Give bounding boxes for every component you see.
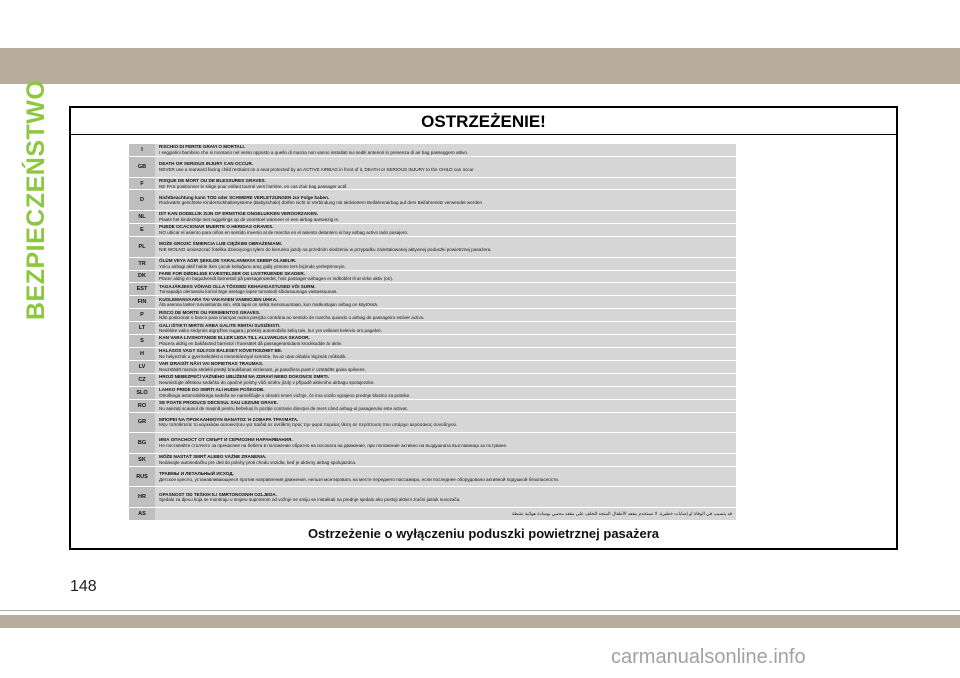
warning-headline: GALI IŠTIKTI MIRTIS ARBA GALITE RIMTAI SUSIŽEISTI. xyxy=(159,322,281,328)
warning-row xyxy=(129,453,736,466)
warning-row xyxy=(129,257,736,270)
language-code: CZ xyxy=(129,374,155,386)
warning-row xyxy=(129,143,736,156)
warning-text xyxy=(159,454,732,466)
language-code: EST xyxy=(129,283,155,295)
warning-text xyxy=(159,224,732,236)
warning-text xyxy=(159,467,732,487)
warning-headline: FARE FOR DØDELIGE KVÆSTELSER OG LIVSTRUENDE SKADER. xyxy=(159,270,305,276)
warning-headline: LAHKO PRIDE DO SMRTI ALI HUDIH POŠKODB. xyxy=(159,387,265,393)
warning-text xyxy=(159,348,732,360)
language-code: AS xyxy=(129,508,155,520)
warning-body: Neumisťujte dětskou sedačku do opačné polohy vůči směru jízdy v případě aktivního airbagu spolujezdce. xyxy=(159,379,375,385)
language-code: RUS xyxy=(129,467,155,487)
warning-body: Ne helyezzük a gyermekülést a menetiránnyal szembe, ha az utas oldalán légzsák működik. xyxy=(159,353,347,359)
warning-headline: TAGAJÄRJEKS VÕIVAD OLLA TÕSISED KEHAVIGASTUSED VÕI SURM. xyxy=(159,283,316,289)
warning-row xyxy=(129,295,736,308)
warning-body: Nedávajte autosedačku pre deti do polohy proti chodu vozidla, keď je aktívny airbag spolujazdca. xyxy=(159,459,357,465)
warning-row xyxy=(129,210,736,223)
warning-text xyxy=(159,400,732,412)
airbag-warning-label-image xyxy=(129,143,736,520)
warning-headline: RISCHIO DI FERITE GRAVI O MORTALI. xyxy=(159,144,246,150)
warning-body: NEVER use a rearward facing child restraint on a seat protected by an ACTIVE AIRBAG in front of it, DEATH or SERIOUS INJURY to the CHILD can occur xyxy=(159,166,474,172)
language-code: PL xyxy=(129,237,155,257)
warning-headline: OPASNOST OD TEŠKIH ILI SMRTONOSNIH OZLJEDA. xyxy=(159,491,277,497)
warning-row xyxy=(129,236,736,257)
language-code: S xyxy=(129,335,155,347)
watermark: carmanualsonline.info xyxy=(611,646,806,668)
warning-text xyxy=(159,271,732,283)
language-code: SK xyxy=(129,454,155,466)
warning-row xyxy=(129,270,736,283)
warning-body: Rückwärts gerichtete Kinderrückhaltesysteme (Babyschale) dürfen nicht in Verbindung mit aktiviertem Beifahrerairbag auf dem Beifahrersitz verwendet werden xyxy=(159,200,482,206)
warning-text xyxy=(159,322,732,334)
bottom-rule xyxy=(0,610,960,611)
warning-row xyxy=(129,386,736,399)
warning-headline: HALÁSOS VAGY SÚLYOS BALESET KÖVETKEZHET BE. xyxy=(159,348,283,354)
warning-text xyxy=(159,283,732,295)
warning-row xyxy=(129,308,736,321)
warning-headline: ТРАВМЫ И ЛЕТАЛЬНЫЙ ИСХОД. xyxy=(159,471,234,476)
warning-row xyxy=(129,466,736,487)
warning-headline: KAN VARA LIVSHOTANDE ELLER LEDA TILL ALLVARLIGA SKADOR. xyxy=(159,335,310,341)
language-code: RO xyxy=(129,400,155,412)
warning-headline: PUEDE OCACIONAR MUERTE O HERIDAS GRAVES. xyxy=(159,224,274,230)
warning-headline: ИМА ОПАСНОСТ ОТ СМЪРТ И СЕРИОЗНИ НАРАНЯВАНИЯ. xyxy=(159,437,293,443)
warning-body: Placera aldrig en bakåtvänd barnstol i framsätet då passagerarsidans krockkudde är aktiv. xyxy=(159,341,342,347)
language-code: H xyxy=(129,348,155,360)
figure-caption: Ostrzeżenie o wyłączeniu poduszki powietrznej pasażera xyxy=(307,526,660,541)
warning-body: Μην τοποθετείτε το καρεκλάκι αυτοκινήτου για παιδιά σε αντίθετη προς την φορά πορείας θέση σε περίπτωση που υπάρχει αερόσακος συνοδηγού. xyxy=(159,422,458,428)
warning-row xyxy=(129,321,736,334)
warning-text xyxy=(159,508,732,520)
warning-headline: MÔŽE NASTAŤ SMRŤ ALEBO VÁŽNE ZRANENIA. xyxy=(159,454,267,460)
warning-body: Sjedalo za djecu koja se montiraju u smjeru suprotnom od vožnje ne smiju se instalirati na prednje sjedalo ako postoji aktivni zračni jastuk suvozača. xyxy=(159,497,461,503)
warning-body: Yolcu airbagi aktif halde iken çocuk koltuğunu araç gidiş yönüne ters biçimde yerleştirmeyin. xyxy=(159,263,346,269)
language-code: FIN xyxy=(129,296,155,308)
warning-text xyxy=(159,211,732,223)
warning-headline: SE POATE PRODUCE DECESUL SAU LEZIUNI GRAVE. xyxy=(159,399,278,405)
warning-headline: VAR IZRAISĪT NĀVI VAI NOPIETNAS TRAUMAS. xyxy=(159,361,264,367)
warning-text xyxy=(159,258,732,270)
warning-body: NO ubicar el asiento para niños en sentido inverso al de marcha en el asiento delantero si hay airbag activo lado pasajero. xyxy=(159,230,409,235)
warning-row xyxy=(129,189,736,210)
warning-row xyxy=(129,156,736,177)
warning-text xyxy=(159,157,732,177)
language-code: SLO xyxy=(129,387,155,399)
language-code: TR xyxy=(129,258,155,270)
language-code: GB xyxy=(129,157,155,177)
warning-row xyxy=(129,177,736,190)
title-divider xyxy=(71,134,896,135)
warning-text xyxy=(159,433,732,453)
warning-row xyxy=(129,486,736,507)
warning-text xyxy=(159,296,732,308)
warning-body: Não posicionar o banco para crianças numa posição contrária ao sentido de marcha quando o airbag de passageiro estiver activo. xyxy=(159,315,425,321)
warning-text xyxy=(159,335,732,347)
warning-text xyxy=(159,413,732,433)
warning-body: NIE WOLNO umieszczać fotelika dziecięcego tyłem do kierunku jazdy na przednim siedzeniu w przypadku zainstalowanej aktywnej poduszki powietrznej pasażera. xyxy=(159,246,492,252)
warning-text xyxy=(159,178,732,190)
warning-row xyxy=(129,360,736,373)
language-code: E xyxy=(129,224,155,236)
language-code: I xyxy=(129,144,155,156)
page-number: 148 xyxy=(70,578,97,595)
language-code: P xyxy=(129,309,155,321)
warning-text xyxy=(159,190,732,210)
language-code: HR xyxy=(129,487,155,507)
warning-headline: MOŻE GROZIĆ ŚMIERCIA LUB CIĘŻKIMI OBRAŻENIAMI. xyxy=(159,241,283,247)
warning-text xyxy=(159,237,732,257)
warning-headline: DIT KAN DODELIJK ZIJN OF ERNSTIGE ONGELUKKEN VEROORZAKEN. xyxy=(159,211,319,217)
warning-row xyxy=(129,432,736,453)
language-code: NL xyxy=(129,211,155,223)
language-code: F xyxy=(129,178,155,190)
warning-row xyxy=(129,507,736,520)
warning-text xyxy=(159,361,732,373)
warning-body: I seggiolini bambino che si montano nel verso opposto a quello di marcia non vanno installati sui sedili anteriori in presenza di air bag passeggero attivo. xyxy=(159,149,469,155)
warning-body: Neuzstādīt mazuļa sēdekli pretēji braukšanas virzienam, ja pasažiera pusē ir uzstādīts gaisa spilvens. xyxy=(159,366,366,372)
top-decorative-band xyxy=(0,48,960,84)
language-code: DK xyxy=(129,271,155,283)
warning-body: Turvapadja olemasolu korral ärge asetage lapse turvatooli sõidusuunaga vastassuunas. xyxy=(159,289,338,295)
warning-row xyxy=(129,373,736,386)
warning-body: Не поставяйте столчето за пренасяне на бебета в положение обратно на посоката на движение, при положение активно на въздушната възглавница за пътуване. xyxy=(159,443,508,449)
language-code: LV xyxy=(129,361,155,373)
warning-row xyxy=(129,399,736,412)
warning-headline: KUOLEMANVAARA TAI VAKAVIEN VAMMOJEN UHKA. xyxy=(159,296,278,302)
warning-headline: RISCO DE MORTE OU FERIMENTOS GRAVES. xyxy=(159,309,261,315)
warning-headline: ÖLÜM VEYA AĞIR ŞEKILDE YARALANMAYA SEBEP OLABILIR. xyxy=(159,257,297,263)
warning-headline: DEATH OR SERIOUS INJURY CAN OCCUR. xyxy=(159,161,254,167)
warning-body: Placer aldrig en bagudvendt barnestol på passagersædet, hvis passager-airbagen er indkoblet til at virke aktiv (on). xyxy=(159,276,394,282)
warning-body: NE PAS positionner le siège pour enfant tourné vers l'arrière, en cas d'air bag passager actif. xyxy=(159,183,348,189)
section-title: BEZPIECZEŃSTWO xyxy=(22,79,50,320)
warning-body: Älä asenna lasten turvaistuinta niin, että lapsi on selkä menosuuntaan, kun matkustajan airbag on käytössä. xyxy=(159,302,379,308)
language-code: GR xyxy=(129,413,155,433)
language-code: BG xyxy=(129,433,155,453)
warning-text xyxy=(159,487,732,507)
language-code: LT xyxy=(129,322,155,334)
warning-headline: HROZÍ NEBEZPEČÍ VÁŽNÉHO UBLÍŽENÍ NA ZDRAVÍ NEBO DOKONCE SMRTI. xyxy=(159,374,329,380)
warning-row xyxy=(129,223,736,236)
warning-body: قد يتسبب في الوفاة أو إصابات خطيرة. لا تستخدم مقعد الأطفال المتجه للخلف على مقعد محمي بوسادة هوائية نشطة xyxy=(511,511,732,517)
warning-text xyxy=(159,309,732,321)
warning-headline: RISQUE DE MORT OU DE BLESSURES GRAVES. xyxy=(159,177,266,183)
warning-body: Plaats het kinderzitje niet ruggelings op de voorstoel wanneer er een airbag aanwezig is. xyxy=(159,217,340,223)
warning-body: Детское кресло, устанавливающееся против направления движения, нельзя монтировать на месте переднего пассажира, если последнее оборудовано активной подушкой безопасности. xyxy=(159,476,560,482)
warning-row xyxy=(129,334,736,347)
warning-text xyxy=(159,144,732,156)
warning-body: Nu așezați scaunul de mașină pentru bebeluși în poziție contrarie direcției de mers când airbag-ul pasagerului este activat. xyxy=(159,405,408,411)
language-code: D xyxy=(129,190,155,210)
warning-row xyxy=(129,347,736,360)
warning-text xyxy=(159,387,732,399)
warning-headline: ΜΠΟΡΕΙ ΝΑ ΠΡΟΚΑΛΗΘΟΥΝ ΘΑΝΑΤΟΣ Ή ΣΟΒΑΡΑ ΤΡΑΥΜΑΤΑ. xyxy=(159,416,299,422)
warning-row xyxy=(129,282,736,295)
warning-headline: Nichtbeachtung kann TOD oder SCHWERE VERLETZUNGEN zur Folge haben. xyxy=(159,194,330,200)
warning-body: Otroškega avtomobilskega sedeža ne nameščajte v obratni smeri vožnje, če ima vozilo vgrajeno prednje blazino za potnike. xyxy=(159,392,411,398)
warning-title: OSTRZEŻENIE! xyxy=(421,112,546,131)
warning-text xyxy=(159,374,732,386)
warning-body: Nedėkite vaiko sėdynės atgręžtos nugara į priekinį automobilio kelią tais, kur yra veikiant keleivio oro pagalvė. xyxy=(159,328,382,334)
bottom-decorative-band xyxy=(0,615,960,628)
warning-row xyxy=(129,412,736,433)
